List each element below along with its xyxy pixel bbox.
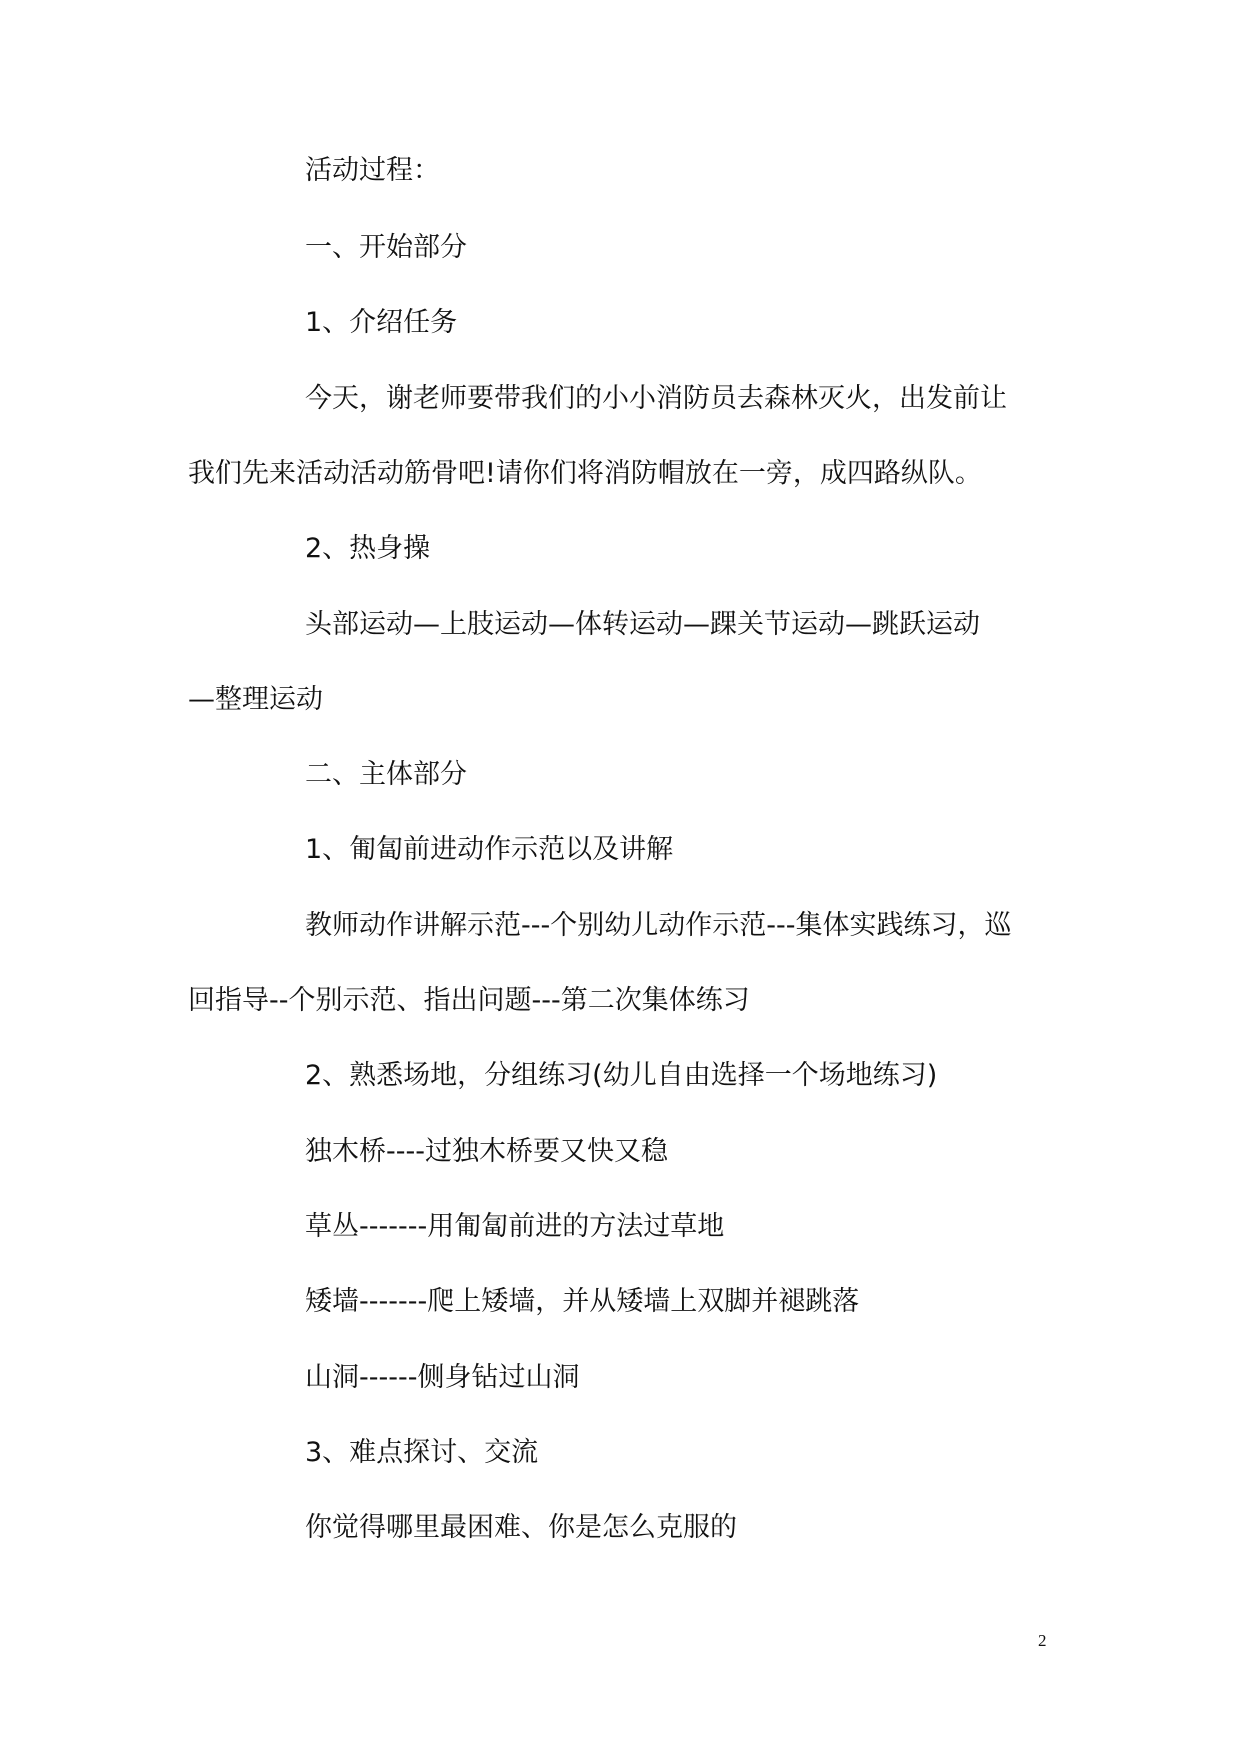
paragraph-line: 我们先来活动活动筋骨吧!请你们将消防帽放在一旁，成四路纵队。 (188, 458, 982, 489)
section-main-heading: 二、主体部分 (305, 759, 467, 790)
item-discussion: 3、难点探讨、交流 (305, 1437, 539, 1468)
item-introduce-task: 1、介绍任务 (305, 307, 458, 338)
station-line: 矮墙-------爬上矮墙，并从矮墙上双脚并褪跳落 (305, 1286, 860, 1317)
item-warmup: 2、热身操 (305, 533, 431, 564)
paragraph-line: 回指导--个别示范、指出问题---第二次集体练习 (188, 985, 750, 1016)
paragraph-line: —整理运动 (188, 684, 323, 715)
section-start-heading: 一、开始部分 (305, 232, 467, 263)
station-line: 独木桥----过独木桥要又快又稳 (305, 1136, 668, 1167)
station-line: 山洞------侧身钻过山洞 (305, 1362, 580, 1393)
paragraph-line: 头部运动—上肢运动—体转运动—踝关节运动—跳跃运动 (305, 609, 980, 640)
station-line: 草丛-------用匍匐前进的方法过草地 (305, 1211, 725, 1242)
page-number: 2 (1038, 1631, 1047, 1650)
paragraph-line: 你觉得哪里最困难、你是怎么克服的 (305, 1512, 737, 1543)
activity-process-heading: 活动过程： (305, 155, 440, 186)
paragraph-line: 今天，谢老师要带我们的小小消防员去森林灭火，出发前让 (305, 383, 1007, 414)
paragraph-line: 教师动作讲解示范---个别幼儿动作示范---集体实践练习，巡 (305, 910, 1012, 941)
item-crawl-demo: 1、匍匐前进动作示范以及讲解 (305, 834, 674, 865)
item-group-practice: 2、熟悉场地，分组练习(幼儿自由选择一个场地练习) (305, 1060, 938, 1091)
